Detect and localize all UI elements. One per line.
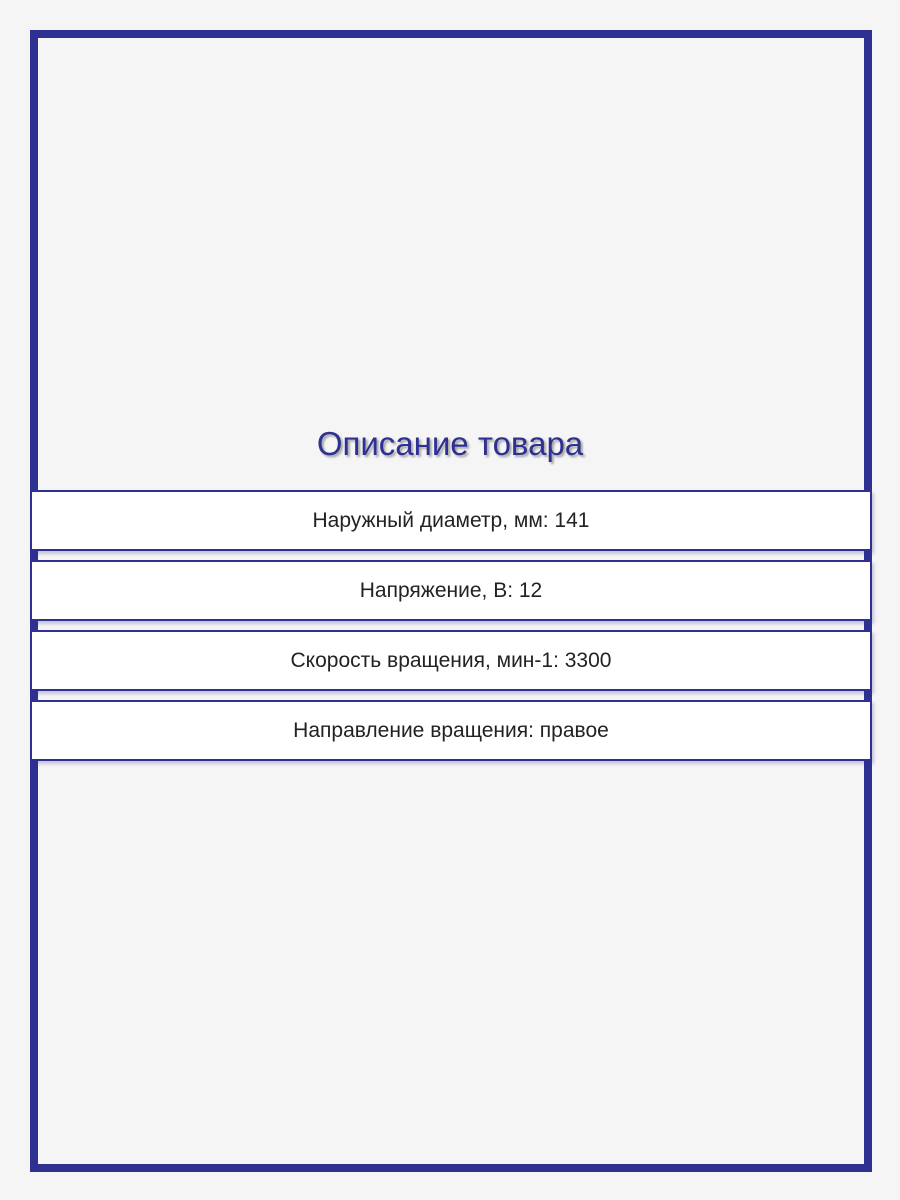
spec-row-voltage — [30, 560, 872, 621]
spec-row-outer-diameter — [30, 490, 872, 551]
spec-row-rotation-direction — [30, 700, 872, 761]
spec-list — [30, 490, 872, 761]
page-title: Описание товара — [316, 425, 584, 462]
spec-row-rotation-speed — [30, 630, 872, 691]
spec-text: Наружный диаметр, мм: 141 — [312, 508, 590, 532]
spec-text: Скорость вращения, мин-1: 3300 — [290, 648, 612, 672]
spec-text: Направление вращения: правое — [293, 718, 609, 742]
spec-text: Напряжение, В: 12 — [359, 578, 543, 602]
